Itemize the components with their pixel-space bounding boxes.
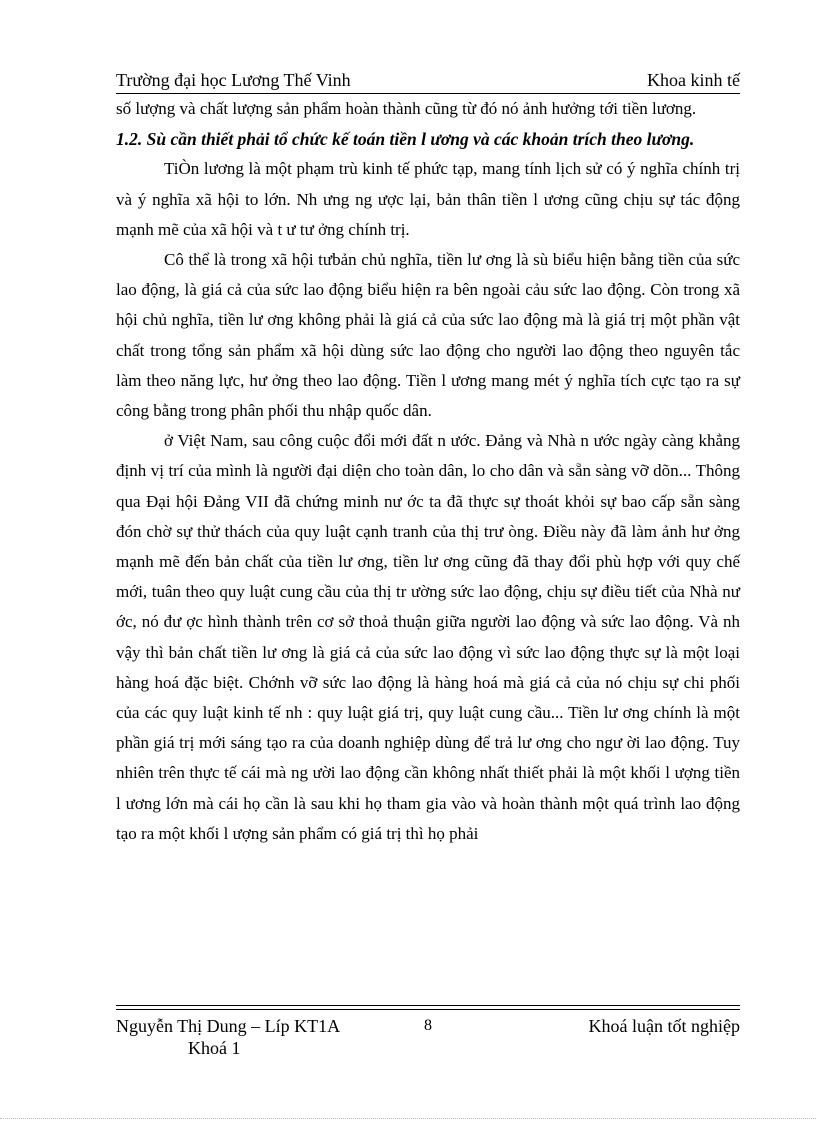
page-body <box>116 94 740 849</box>
header-faculty: Khoa kinh tế <box>647 70 740 90</box>
footer-author: Nguyễn Thị Dung – Líp KT1A <box>116 1016 341 1036</box>
page-number: 8 <box>424 1017 432 1034</box>
page-header <box>116 68 740 92</box>
header-school: Trường đại học Lương Thế Vinh <box>116 70 351 90</box>
paragraph-2: Cô thể là trong xã hội tưbản chủ nghĩa, tiền lư ơng là sù biểu hiện bằng tiền của sức lao động, là giá cả của sức lao động biểu hiện ra bên ngoài cảu sức lao động. Còn trong xã hội chủ nghĩa, tiền lư ơng không phải là giá cả của sức lao động mà là giá trị một phần vật chất trong tổng sản phẩm xã hội dùng sức lao động cho người lao động theo nguyên tắc làm theo năng lực, hư ởng theo lao động. Tiền l ương mang mét ý nghĩa tích cực tạo ra sự công bằng trong phân phối thu nhập quốc dân. <box>116 250 740 421</box>
footer-rule-bottom <box>116 1009 740 1010</box>
footer-rule-top <box>116 1005 740 1006</box>
page-edge <box>0 1118 816 1119</box>
paragraph-continued: số lượng và chất lượng sản phẩm hoàn thành cũng từ đó nó ảnh hưởng tới tiền lương. <box>116 99 697 118</box>
footer-course: Khoá 1 <box>188 1038 241 1058</box>
paragraph-3: ở Việt Nam, sau công cuộc đổi mới đất n ước. Đảng và Nhà n ước ngày càng khẳng định vị trí của mình là người đại diện cho toàn dân, lo cho dân và sẵn sàng vỡ dõn... Thông qua Đại hội Đảng VII đã chứng minh nư ớc ta đã thực sự thoát khỏi sự bao cấp sẵn sàng đón chờ sự thử thách của quy luật cạnh tranh của thị trư òng. Điều này đã làm ảnh hư ởng mạnh mẽ đến bản chất của tiền lư ơng, tiền lư ơng cũng đã thay đổi phù hợp với quy chế mới, tuân theo quy luật cung cầu của thị tr ường sức lao động, chịu sự điều tiết của Nhà nư ớc, nó đư ợc hình thành trên cơ sở thoả thuận giữa người lao động và sức lao động. Và nh vậy thì bản chất tiền lư ơng là giá cả của sức lao động vì sức lao động thực sự là một loại hàng hoá đặc biệt. Chớnh vỡ sức lao động là hàng hoá mà giá cả của nó chịu sự chi phối của các quy luật kinh tế nh : quy luật giá trị, quy luật cung cầu... Tiền lư ơng chính là một phần giá trị mới sáng tạo ra của doanh nghiệp dùng để trả lư ơng cho ngư ời lao động. Tuy nhiên trên thực tế cái mà ng ười lao động cần không nhất thiết phải là một khối l ượng tiền l ương lớn mà cái họ cần là sau khi họ tham gia vào và hoàn thành một quá trình lao động tạo ra một khối l ượng sản phẩm có giá trị thì họ phải <box>116 431 740 843</box>
paragraph-1: TiÒn lương là một phạm trù kinh tế phức tạp, mang tính lịch sử có ý nghĩa chính trị và ý nghĩa xã hội to lớn. Nh ưng ng ược lại, bản thân tiền l ương cũng chịu sự tác động mạnh mẽ của xã hội và t ư tư ởng chính trị. <box>116 159 740 239</box>
footer-doc-type: Khoá luận tốt nghiệp <box>588 1016 740 1036</box>
section-heading: 1.2. Sù cần thiết phải tổ chức kế toán tiền l ương và các khoản trích theo lương. <box>116 129 695 150</box>
